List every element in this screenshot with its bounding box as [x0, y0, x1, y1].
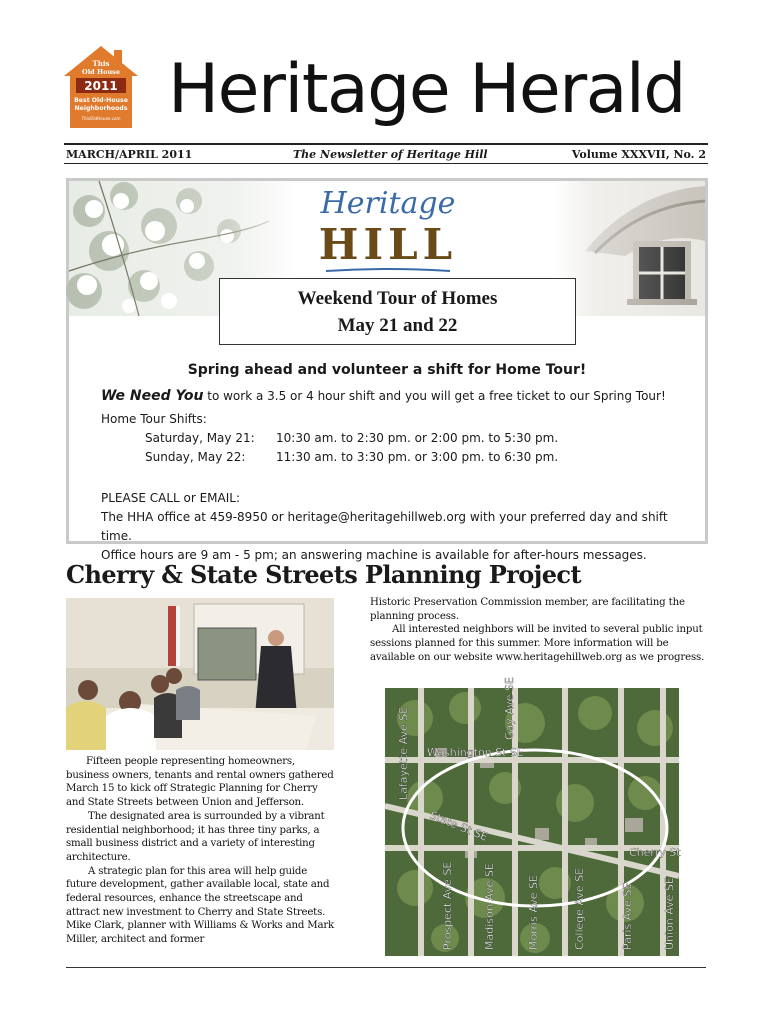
map-label-college: College Ave SE [573, 867, 586, 950]
map-label-state: State St SE [427, 808, 490, 844]
shifts-label: Home Tour Shifts: [101, 412, 207, 426]
need-lead: We Need You [101, 388, 204, 404]
masthead-rule-top [64, 143, 708, 145]
map-label-cherry: Cherry St [629, 846, 681, 859]
article-paragraph: Historic Preservation Commission member, are facilitating the planning process. [370, 597, 685, 622]
volume-number: Volume XXXVII, No. 2 [571, 148, 706, 161]
historic-house-photo [555, 181, 705, 316]
badge-year: 2011 [84, 79, 118, 93]
callout-line1: Weekend Tour of Homes [297, 288, 498, 309]
map-label-washington: Washington St SE [427, 746, 524, 759]
shift-times: 10:30 am. to 2:30 pm. or 2:00 pm. to 5:30 pm. [276, 431, 559, 445]
map-label-prospect: Prospect Ave SE [441, 861, 454, 950]
article-paragraph: The designated area is surrounded by a vibrant residential neighborhood; it has three tiny parks, a small business district and a variety of interesting architecture. [66, 810, 325, 863]
badge-line1: This [92, 59, 110, 68]
badge-line2: Old House [82, 68, 120, 76]
contact-label: PLEASE CALL or EMAIL: [101, 491, 241, 505]
map-label-paris: Paris Ave SE [621, 882, 634, 950]
map-label-madison: Madison Ave SE [483, 863, 496, 950]
need-rest: to work a 3.5 or 4 hour shift and you will get a free ticket to our Spring Tour! [203, 389, 666, 403]
newsletter-tagline: The Newsletter of Heritage Hill [293, 148, 488, 161]
map-label-morris: Morris Ave SE [527, 875, 540, 950]
office-hours: Office hours are 9 am - 5 pm; an answering machine is available for after-hours messages. [101, 548, 647, 562]
shift-times: 11:30 am. to 3:30 pm. or 3:00 pm. to 6:30 pm. [276, 450, 559, 464]
article-paragraph: A strategic plan for this area will help guide future development, gather available local, state and federal resources, enhance the streetscape and attract new investment to Cherry and State Streets. Mike Clark, planner with Williams & Works and Mark Miller, architect and former [66, 865, 334, 946]
volunteer-heading: Spring ahead and volunteer a shift for Home Tour! [187, 362, 587, 378]
this-old-house-award-badge [62, 44, 140, 130]
shift-day: Saturday, May 21: [145, 431, 255, 445]
logo-script: Heritage [320, 186, 456, 221]
article-column-left [66, 755, 338, 947]
contact-line: The HHA office at 459-8950 or heritage@heritagehillweb.org with your preferred day and shift time. [101, 510, 668, 543]
badge-line4: Neighborhoods [74, 105, 128, 112]
masthead-rule-bottom [64, 163, 708, 164]
planning-area-aerial-map [385, 677, 681, 956]
map-label-lafayette: Lafayette Ave SE [397, 706, 410, 800]
badge-line5: ThisOldHouse.com [81, 116, 121, 121]
article-column-right [370, 596, 706, 665]
badge-line3: Best Old-House [74, 97, 128, 104]
article-paragraph: Fifteen people representing homeowners, business owners, tenants and rental owners gathered March 15 to kick off Strategic Planning for Cherry and State Streets between Union and Jefferson. [66, 756, 334, 809]
logo-caps: HILL [318, 220, 458, 269]
need-line [101, 387, 691, 406]
article-paragraph: All interested neighbors will be invited to several public input sessions planned for this summer. More information will be available on our website www.heritagehillweb.org as we progress. [370, 624, 705, 663]
shift-day: Sunday, May 22: [145, 450, 246, 464]
home-tour-box [66, 178, 708, 562]
issue-date: MARCH/APRIL 2011 [66, 148, 193, 161]
footer-rule [66, 967, 706, 968]
newsletter-title: Heritage Herald [168, 50, 685, 129]
heritage-hill-logo [296, 181, 479, 277]
planning-meeting-photo [66, 598, 334, 750]
tour-dates-callout [219, 278, 576, 345]
map-label-gay: Gay Ave SE [503, 677, 516, 740]
article-title: Cherry & State Streets Planning Project [66, 560, 581, 589]
map-label-union: Union Ave SE [663, 877, 676, 950]
callout-line2: May 21 and 22 [337, 315, 458, 336]
shifts-list [101, 429, 691, 467]
volunteer-details [101, 387, 691, 565]
